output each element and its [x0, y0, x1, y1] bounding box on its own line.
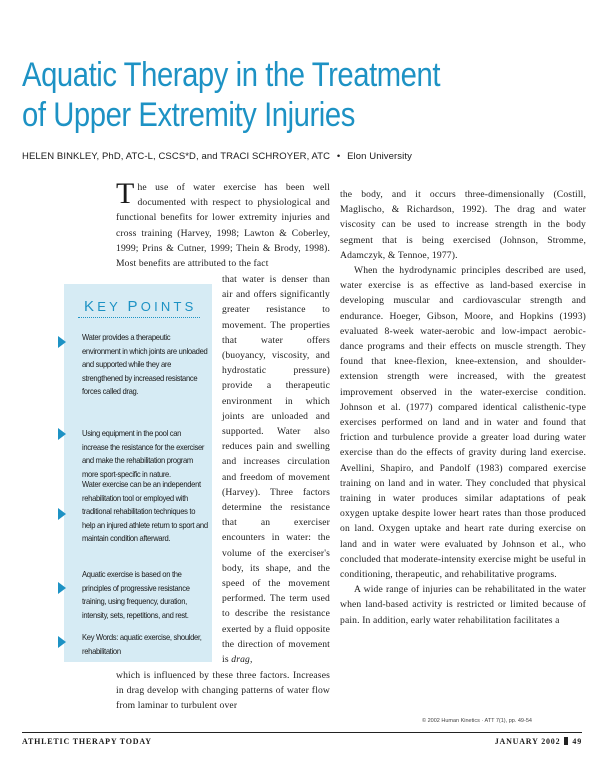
key-points-divider — [78, 317, 200, 319]
byline — [22, 151, 582, 162]
key-point-arrow-icon — [58, 582, 66, 594]
page-number: 49 — [572, 737, 582, 746]
drop-cap: T — [116, 177, 135, 210]
byline-bullet: • — [336, 151, 341, 162]
column-1-bottom — [116, 668, 330, 714]
byline-affiliation: Elon University — [347, 151, 412, 162]
journal-name: ATHLETIC THERAPY TODAY — [22, 737, 152, 746]
key-point-1: Water provides a therapeutic environment in which joints are unloaded and supported while they are strengthened by increased resistance forces called drag. — [82, 332, 208, 397]
key-point-arrow-icon — [58, 636, 66, 648]
issue-and-page — [495, 737, 582, 746]
key-point-arrow-icon — [58, 508, 66, 520]
key-point-2: Using equipment in the pool can increase the resistance for the exerciser and make the rehabilitation program more sport-specific in nature. — [82, 428, 205, 479]
title-line-2: of Upper Extremity Injuries — [22, 96, 355, 134]
key-point-arrow-icon — [58, 428, 66, 440]
bottom-paragraph: which is influenced by these three factors. Increases in drag develop with changing patterns of water flow from laminar to turbulent over — [116, 670, 330, 712]
term-drag: drag, — [231, 654, 253, 666]
key-point-4: Aquatic exercise is based on the principles of progressive resistance training, using frequency, duration, intensity, sets, repetitions, and rest. — [82, 569, 190, 620]
key-points-box — [64, 284, 212, 662]
byline-authors: HELEN BINKLEY, PhD, ATC-L, CSCS*D, and TRACI SCHROYER, ATC — [22, 151, 331, 162]
key-point-arrow-icon — [58, 336, 66, 348]
footer-divider — [22, 732, 582, 733]
key-points-heading: KEY POINTS — [84, 298, 197, 315]
separator-block — [564, 737, 568, 745]
intro-paragraph: he use of water exercise has been well documented with respect to physiological and functional benefits for lower extremity injuries and cross training (Harvey, 1998; Lawton & Coberley, 1999; Prins & Cutner, 1999; Thein & Brody, 1998). Most benefits are attributed to the fact — [116, 182, 330, 270]
article-title — [22, 55, 441, 135]
column-1-narrow — [222, 272, 330, 667]
column-2-paragraph-3: A wide range of injuries can be rehabilitated in the water when land-based activity is restricted or limited because of pain. In addition, early water rehabilitation facilitates a — [340, 584, 586, 626]
key-point-5: Key Words: aquatic exercise, shoulder, rehabilitation — [82, 632, 202, 656]
key-point-3: Water exercise can be an independent rehabilitation tool or employed with traditional rehabilitation techniques to help an injured athlete return to sport and maintain condition afterward. — [82, 479, 208, 544]
column-1-intro — [116, 177, 330, 271]
column-2-paragraph-1: the body, and it occurs three-dimensionally (Costill, Maglischo, & Richardson, 1992). The drag and water viscosity can be used to increase strength in the body segment that is being exercised (Johnson, Stromme, Adamczyk, & Tennoe, 1977). — [340, 189, 586, 261]
narrow-paragraph: that water is denser than air and offers significantly greater resistance to movement. The properties that water offers (buoyancy, viscosity, and hydrostatic pressure) provide a therapeutic environment in which joints are unloaded and supported. Water also reduces pain and swelling and increases circulation and freedom of movement (Harvey). Three factors determine the resistance that an exerciser encounters in water: the volume of the exerciser's body, its shape, and the speed of the movement performed. The term used to describe the resistance exerted by a fluid opposite the direction of movement is — [222, 274, 330, 666]
copyright-note: © 2002 Human Kinetics · ATT 7(1), pp. 49-54 — [422, 718, 532, 724]
column-2-paragraph-2: When the hydrodynamic principles described are used, water exercise is as effective as land-based exercise in developing muscular and cardiovascular strength and endurance. Hoeger, Gibson, Moore, and Hopkins (1993) evaluated 8-week water-aerobic and low-impact aerobic-dance programs and their effects on muscle strength. They found that knee-flexion, knee-extension, and shoulder-extension strength were increased, with the greatest improvement observed in the water-exercise condition. Johnson et al. (1977) compared identical calisthenic-type exercises performed on land and in water and found that friction and turbulence provide a greater load during water exercise than do the effects of gravity during land exercise. Avellini, Shapiro, and Pandolf (1983) compared exercise training on land and in water. They concluded that physical training in water produces similar adaptations of peak oxygen uptake despite lower heart rates than those produced on land. Oxygen uptake and heart rate during exercise on land and in water were evaluated by Johnson et al., who concluded that moderate-intensity exercise might be useful in conditioning, therapeutic, and rehabilitative programs. — [340, 265, 586, 581]
title-line-1: Aquatic Therapy in the Treatment — [22, 56, 441, 94]
column-2 — [340, 187, 586, 628]
issue-date: JANUARY 2002 — [494, 737, 561, 746]
